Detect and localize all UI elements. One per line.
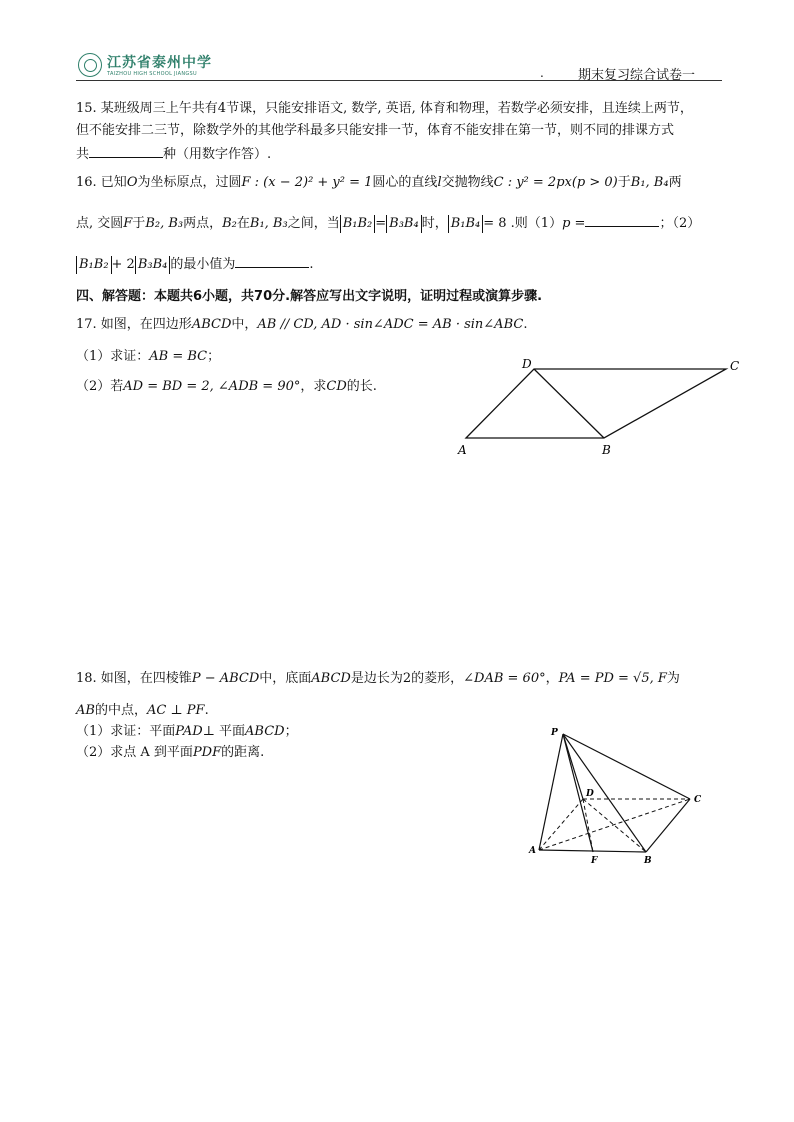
q17-diagonal-bd (534, 369, 604, 438)
q15-answer-blank[interactable] (89, 144, 163, 158)
q18-label-c: C (694, 795, 702, 805)
q18-text: （2）求点 A 到平面 (76, 745, 193, 760)
q16-text: 之间，当 (287, 216, 340, 231)
q17-math: AB // CD, AD · sin∠ADC = AB · sin∠ABC (257, 317, 524, 332)
q16-text: 的最小值为 (170, 257, 236, 272)
q16-text: 两 (668, 175, 682, 190)
q18-text: 的距离. (221, 745, 265, 760)
q18-edge-pd (563, 734, 583, 799)
q17-label-c: C (730, 359, 740, 373)
q17-math: AB = BC (149, 349, 208, 364)
q16-text: ；（2） (659, 216, 701, 231)
q16-math: B₃B₄ (389, 216, 419, 231)
q17-line3 (76, 378, 377, 396)
q16-math: F (123, 216, 133, 231)
q18-segment-df (583, 799, 593, 852)
q18-label-b: B (644, 856, 652, 866)
q18-label-f: F (591, 856, 598, 866)
q18-edge-pb (563, 734, 646, 852)
q16-line3 (76, 254, 314, 274)
q16-math-circle: F : (x − 2)² + y² = 1 (241, 175, 373, 190)
q15-line2: 但不能安排二三节，除数学外的其他学科最多只能安排一节，体育不能安排在第一节，则不同的排课方式 (76, 123, 675, 138)
q17-label-a: A (458, 443, 467, 457)
q18-text: ⊥ 平面 (202, 724, 246, 739)
header-dot: . (540, 66, 544, 80)
q17-text: ，求 (300, 379, 327, 394)
q16-math: B₁B₂ (79, 257, 109, 272)
q16-line1 (76, 174, 682, 192)
q18-math: ABCD (245, 724, 285, 739)
q18-figure (525, 722, 715, 870)
q18-math: AB (76, 703, 95, 718)
school-emblem-icon (78, 53, 102, 77)
q17-label-d: D (522, 357, 532, 371)
q18-text: 18. 如图，在四棱锥 (76, 671, 192, 686)
q16-text: = (375, 216, 387, 231)
q17-math: CD (326, 379, 347, 394)
q18-line1 (76, 670, 680, 688)
q18-text: （1）求证：平面 (76, 724, 176, 739)
q16-math: B₁B₄ (450, 216, 481, 231)
q15-text: 共 (76, 147, 90, 162)
q18-text: 中，底面 (259, 671, 312, 686)
q17-text: 中， (231, 317, 258, 332)
q16-math: B₃B₄ (137, 257, 168, 272)
q16-text: + 2 (111, 257, 135, 272)
q17-text: 17. 如图，在四边形 (76, 317, 192, 332)
q18-math: PAD (175, 724, 203, 739)
q18-math: P − ABCD (191, 671, 260, 686)
q18-text: 的中点， (94, 703, 147, 718)
q16-math: B₁, B₃ (249, 216, 288, 231)
q16-text: 两点， (183, 216, 223, 231)
q18-edge-pc (563, 734, 690, 799)
q18-text: ； (284, 724, 298, 739)
q16-text: 点, 交圆 (76, 216, 124, 231)
q17-text: . (523, 317, 528, 332)
q15-line1: 15. 某班级周三上午共有4节课，只能安排语文, 数学, 英语, 体育和物理，若数学必须安排，且连续上两节， (76, 101, 693, 116)
q18-text: ， (545, 671, 559, 686)
q16-text: . (309, 257, 314, 272)
q16-line2 (76, 213, 700, 233)
q18-line2 (76, 702, 209, 720)
q18-text: . (204, 703, 209, 718)
q18-label-d: D (586, 789, 594, 799)
q15-text: 种（用数字作答）. (163, 147, 272, 162)
school-logo (78, 52, 228, 80)
q18-label-p: P (551, 728, 558, 738)
q15-line3 (76, 144, 271, 164)
q16-math: p = (562, 216, 586, 231)
q16-answer-blank-2[interactable] (235, 254, 309, 268)
q18-math: AC ⊥ PF (146, 703, 205, 718)
q16-text: 为坐标原点，过圆 (137, 175, 242, 190)
q16-text: = 8 .则（1） (483, 216, 563, 231)
q16-text: 时， (421, 216, 448, 231)
q16-math: l (437, 175, 442, 190)
q16-math: O (126, 175, 138, 190)
q17-figure (450, 352, 750, 462)
header-rule (76, 80, 722, 81)
q17-math: ABCD (191, 317, 232, 332)
q16-math: B₂ (222, 216, 237, 231)
q16-math-parabola: C : y² = 2px(p > 0) (493, 175, 618, 190)
q16-text: 于 (132, 216, 146, 231)
school-name-en: TAIZHOU HIGH SCHOOL JIANGSU (107, 71, 197, 77)
q17-text: 的长. (346, 379, 377, 394)
q16-text: 圆心的直线 (372, 175, 438, 190)
q16-answer-blank-1[interactable] (585, 213, 659, 227)
q18-math: PA = PD = √5, F (558, 671, 667, 686)
q17-label-b: B (602, 443, 611, 457)
q16-math: B₁, B₄ (630, 175, 669, 190)
q18-line3 (76, 723, 298, 741)
q17-line1 (76, 316, 527, 334)
q17-text: ； (207, 349, 221, 364)
q16-math: B₁B₂ (342, 216, 373, 231)
q16-math: B₂, B₃ (145, 216, 184, 231)
section4-title: 四、解答题：本题共6小题，共70分.解答应写出文字说明，证明过程或演算步骤. (76, 289, 543, 304)
q18-line4 (76, 744, 264, 762)
q16-text: 于 (617, 175, 631, 190)
q18-math: ∠DAB = 60° (463, 671, 546, 686)
q18-label-a: A (529, 846, 536, 856)
q17-quadrilateral (466, 369, 726, 438)
q17-math: AD = BD = 2, ∠ADB = 90° (123, 379, 301, 394)
q18-math: ABCD (311, 671, 351, 686)
q18-math: PDF (192, 745, 222, 760)
q18-edge-pa (539, 734, 563, 850)
school-name: 江苏省泰州中学 (107, 55, 212, 71)
header-title: 期末复习综合试卷一 (578, 68, 696, 83)
q17-text: （2）若 (76, 379, 124, 394)
q18-text: 是边长为2的菱形， (350, 671, 464, 686)
q16-text: 在 (236, 216, 250, 231)
q18-text: 为 (666, 671, 680, 686)
q16-text: 16. 已知 (76, 175, 127, 190)
q17-text: （1）求证： (76, 349, 150, 364)
q16-text: 交抛物线 (441, 175, 494, 190)
q17-line2 (76, 348, 220, 366)
